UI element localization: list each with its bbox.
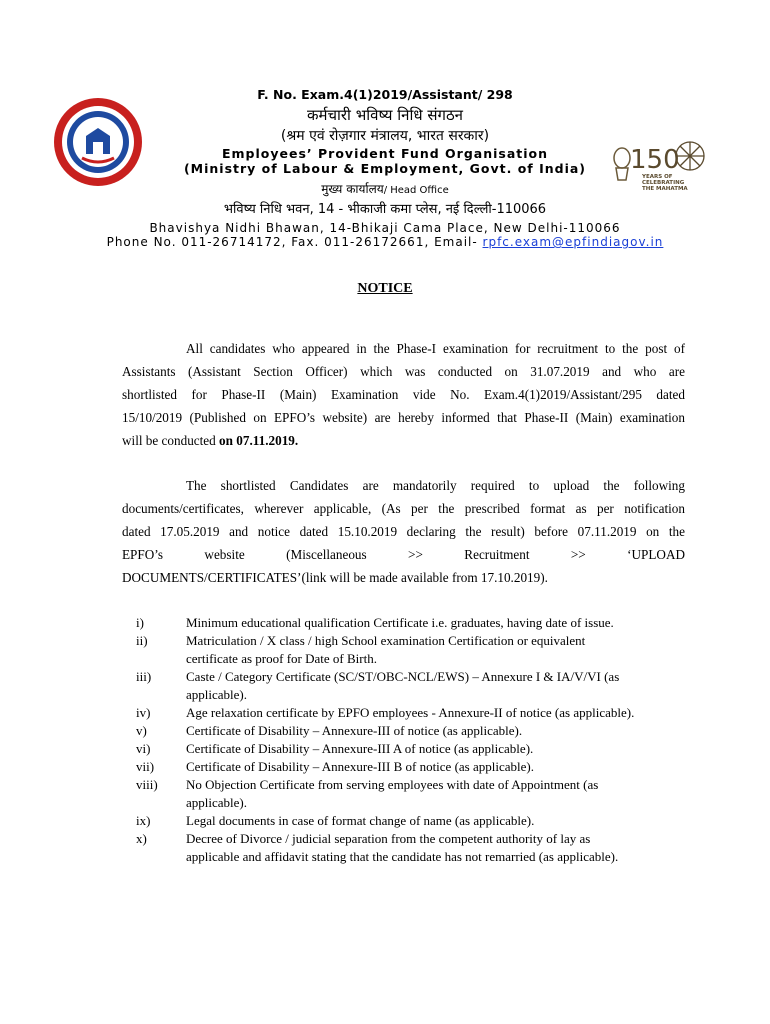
list-item-number: ix) (136, 813, 151, 828)
list-item (136, 812, 636, 830)
list-item-text: Age relaxation certificate by EPFO employees - Annexure-II of notice (as applicable). (186, 705, 635, 720)
list-item-text: Certificate of Disability – Annexure-III B of notice (as applicable). (186, 759, 534, 774)
p2-line-1-text: The shortlisted Candidates are mandatorily required to upload the following (186, 478, 685, 493)
emblem-caption-3: THE MAHATMA (642, 186, 688, 192)
file-number: F. No. Exam.4(1)2019/Assistant/ 298 (257, 87, 513, 102)
paragraph-1 (122, 337, 685, 452)
head-office-label (0, 180, 770, 197)
documents-list (136, 614, 636, 866)
list-item-text: Decree of Divorce / judicial separation from the competent authority of lay as applicable and affidavit stating that the candidate has not remarried (as applicable). (186, 831, 619, 864)
list-item (136, 722, 636, 740)
p1-line-1-text: All candidates who appeared in the Phase-I examination for recruitment to the post of (186, 341, 685, 356)
head-office-english: / Head Office (383, 185, 449, 196)
p2-line-2: documents/certificates, wherever applicable, (As per the prescribed format as per notification (122, 501, 685, 516)
phone-fax: Phone No. 011-26714172, Fax. 011-26172661, Email- (106, 235, 483, 249)
list-item (136, 668, 636, 704)
list-item-text: Caste / Category Certificate (SC/ST/OBC-NCL/EWS) – Annexure I & IA/V/VI (as applicable). (186, 669, 620, 702)
emblem-150-text: 150 (630, 145, 680, 175)
list-item-number: viii) (136, 777, 158, 792)
list-item-text: Certificate of Disability – Annexure-III of notice (as applicable). (186, 723, 523, 738)
list-item-number: x) (136, 831, 147, 846)
exam-date: on 07.11.2019. (219, 433, 299, 448)
notice-title: NOTICE (357, 281, 413, 296)
list-item (136, 830, 636, 866)
p1-line-2: Assistants (Assistant Section Officer) which was conducted on 31.07.2019 and who are (122, 364, 685, 379)
hindi-ministry-name: (श्रम एवं रोज़गार मंत्रालय, भारत सरकार) (280, 128, 490, 144)
list-item-text: Legal documents in case of format change of name (as applicable). (186, 813, 535, 828)
list-item-number: ii) (136, 633, 148, 648)
p2-line-1 (122, 474, 685, 497)
contact-line (0, 235, 770, 249)
p2-line-5: DOCUMENTS/CERTIFICATES’(link will be made available from 17.10.2019). (122, 570, 548, 585)
p2-line-4: EPFO’s website (Miscellaneous >> Recruitment >> ‘UPLOAD (122, 547, 685, 562)
list-item (136, 758, 636, 776)
list-item-number: v) (136, 723, 147, 738)
p2-line-3: dated 17.05.2019 and notice dated 15.10.2019 declaring the result) before 07.11.2019 on the (122, 524, 685, 539)
p1-line-4: 15/10/2019 (Published on EPFO’s website) are hereby informed that Phase-II (Main) examination (122, 410, 685, 425)
p1-line-3: shortlisted for Phase-II (Main) Examination vide No. Exam.4(1)2019/Assistant/295 dated (122, 387, 685, 402)
head-office-hindi: मुख्य कार्यालय (321, 182, 384, 196)
list-item-number: vii) (136, 759, 155, 774)
list-item (136, 632, 636, 668)
hindi-organisation-name: कर्मचारी भविष्य निधि संगठन (307, 106, 463, 124)
list-item-number: vi) (136, 741, 151, 756)
list-item (136, 740, 636, 758)
english-ministry-name: (Ministry of Labour & Employment, Govt. of India) (183, 161, 587, 176)
paragraph-2 (122, 474, 685, 589)
p1-line-1 (122, 337, 685, 360)
p1-line-5-text: will be conducted (122, 433, 220, 448)
english-organisation-name: Employees’ Provident Fund Organisation (221, 146, 549, 161)
list-item (136, 614, 636, 632)
p1-line-5 (122, 429, 685, 452)
emblem-caption-1: YEARS OF (642, 174, 673, 180)
english-address: Bhavishya Nidhi Bhawan, 14-Bhikaji Cama Place, New Delhi-110066 (149, 221, 621, 235)
hindi-address: भविष्य निधि भवन, 14 - भीकाजी कमा प्लेस, नई दिल्ली-110066 (223, 202, 547, 217)
list-item-text: Matriculation / X class / high School examination Certification or equivalent certificate as proof for Date of Birth. (186, 633, 586, 666)
email-link[interactable]: rpfc.exam@epfindiagov.in (482, 235, 664, 249)
list-item-text: Certificate of Disability – Annexure-III A of notice (as applicable). (186, 741, 534, 756)
list-item-text: Minimum educational qualification Certificate i.e. graduates, having date of issue. (186, 615, 614, 630)
list-item-number: iv) (136, 705, 151, 720)
list-item (136, 704, 636, 722)
list-item-number: iii) (136, 669, 152, 684)
emblem-caption-2: CELEBRATING (642, 180, 685, 186)
list-item-text: No Objection Certificate from serving employees with date of Appointment (as applicable). (186, 777, 599, 810)
list-item (136, 776, 636, 812)
list-item-number: i) (136, 615, 144, 630)
